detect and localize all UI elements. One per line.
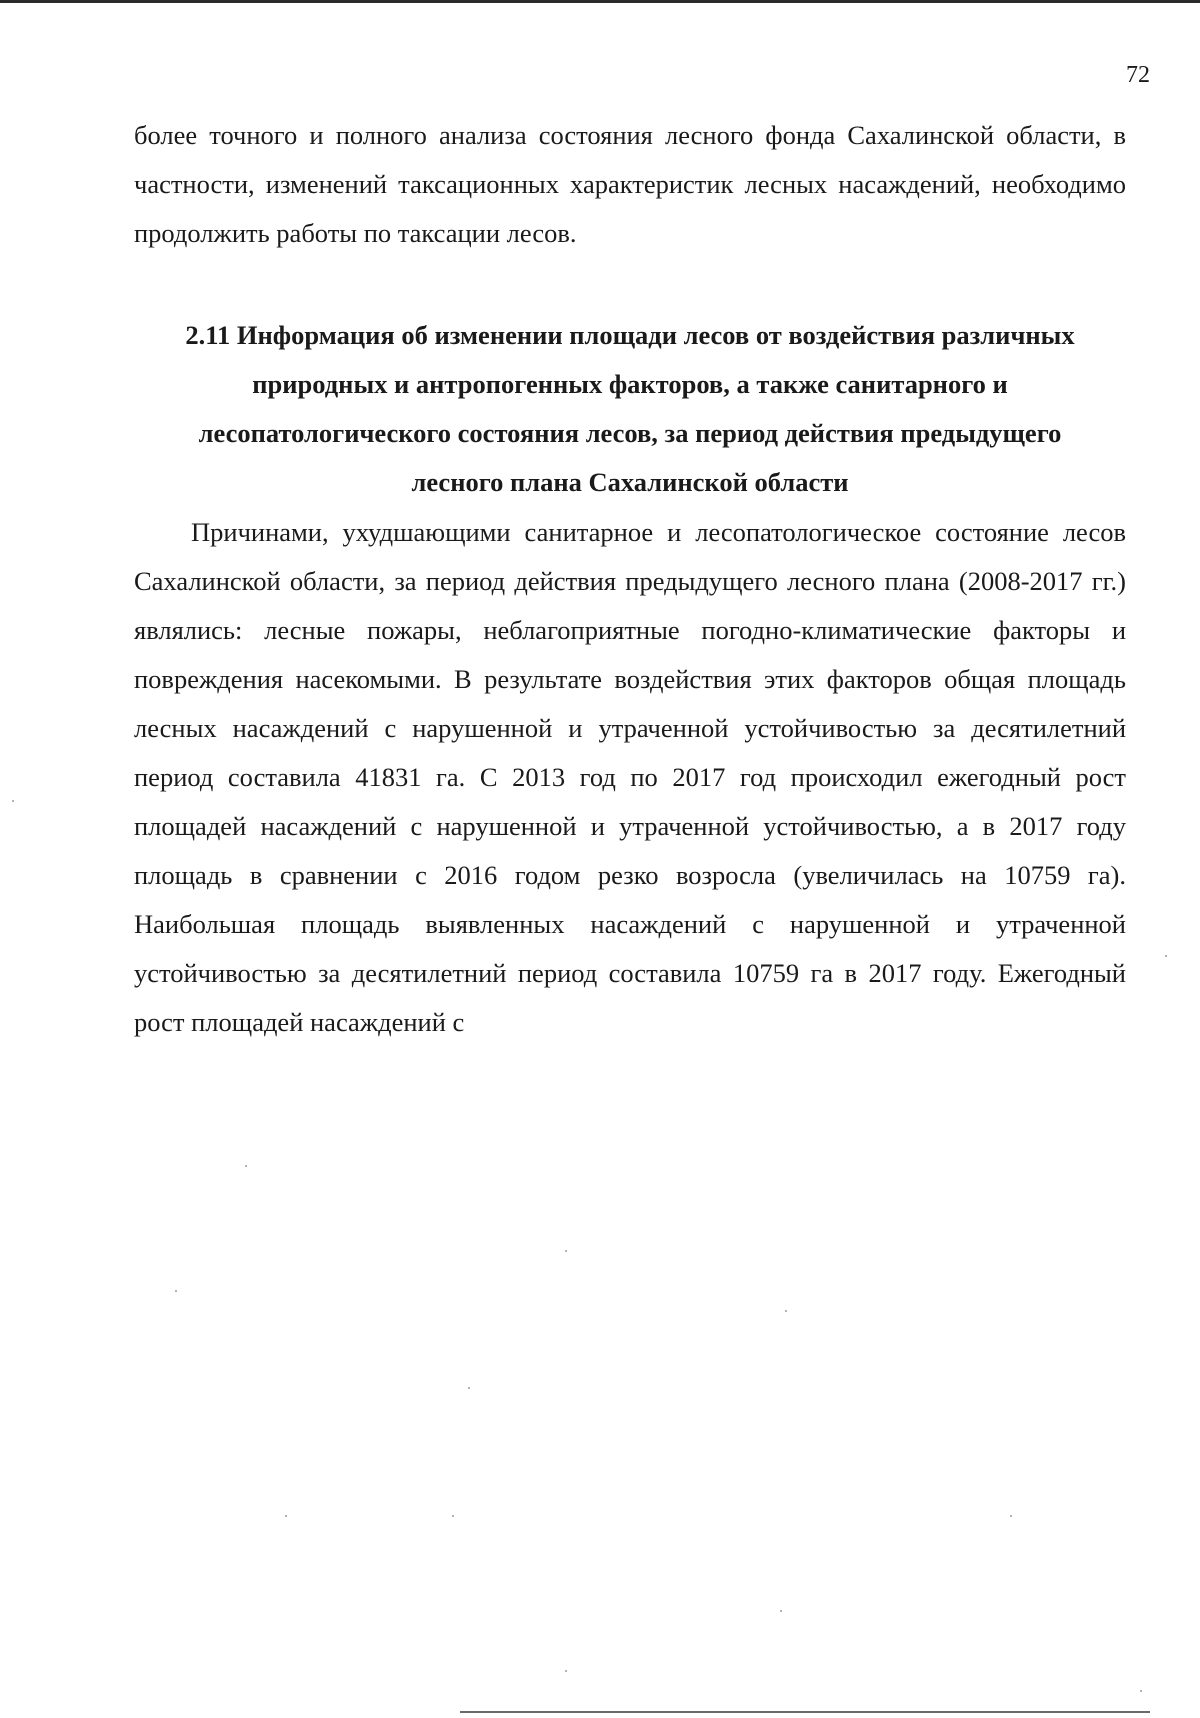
section-heading-line-3: лесопатологического состояния лесов, за период действия предыдущего [198,418,1062,448]
scan-top-edge [0,0,1200,3]
main-paragraph: Причинами, ухудшающими санитарное и лесопатологическое состояние лесов Сахалинской области, за период действия предыдущего лесного плана (2008-2017 гг.) являлись: лесные пожары, неблагоприятные погодно-климатические факторы и повреждения насекомыми. В результате воздействия этих факторов общая площадь лесных насаждений с нарушенной и утраченной устойчивостью за десятилетний период составила 41831 га. С 2013 год по 2017 год происходил ежегодный рост площадей насаждений с нарушенной и утраченной устойчивостью, а в 2017 году площадь в сравнении с 2016 годом резко возросла (увеличилась на 10759 га). Наибольшая площадь выявленных насаждений с нарушенной и утраченной устойчивостью за десятилетний период составила 10759 га в 2017 году. Ежегодный рост площадей насаждений с [134,517,1126,1037]
scan-speck [452,1515,454,1517]
scan-speck [780,1610,782,1612]
scan-bottom-edge [460,1711,1150,1713]
scan-speck [245,1165,247,1167]
section-heading-line-2: природных и антропогенных факторов, а также санитарного и [252,369,1008,399]
section-heading [134,311,1126,507]
scan-speck [1140,1690,1142,1692]
scan-speck [468,1387,470,1389]
scan-speck [1010,1515,1012,1517]
scan-speck [285,1515,287,1517]
scan-speck [565,1670,567,1672]
scan-speck [175,1290,177,1292]
section-heading-line-1: 2.11 Информация об изменении площади лесов от воздействия различных [185,320,1075,350]
scan-speck [785,1310,787,1312]
scan-speck [565,1250,567,1252]
scan-speck [1165,955,1167,957]
scan-speck [12,800,14,802]
page-number: 72 [1126,62,1150,88]
section-heading-line-4: лесного плана Сахалинской области [411,467,849,497]
continued-paragraph: более точного и полного анализа состояния лесного фонда Сахалинской области, в частности, изменений таксационных характеристик лесных насаждений, необходимо продолжить работы по таксации лесов. [134,120,1126,248]
